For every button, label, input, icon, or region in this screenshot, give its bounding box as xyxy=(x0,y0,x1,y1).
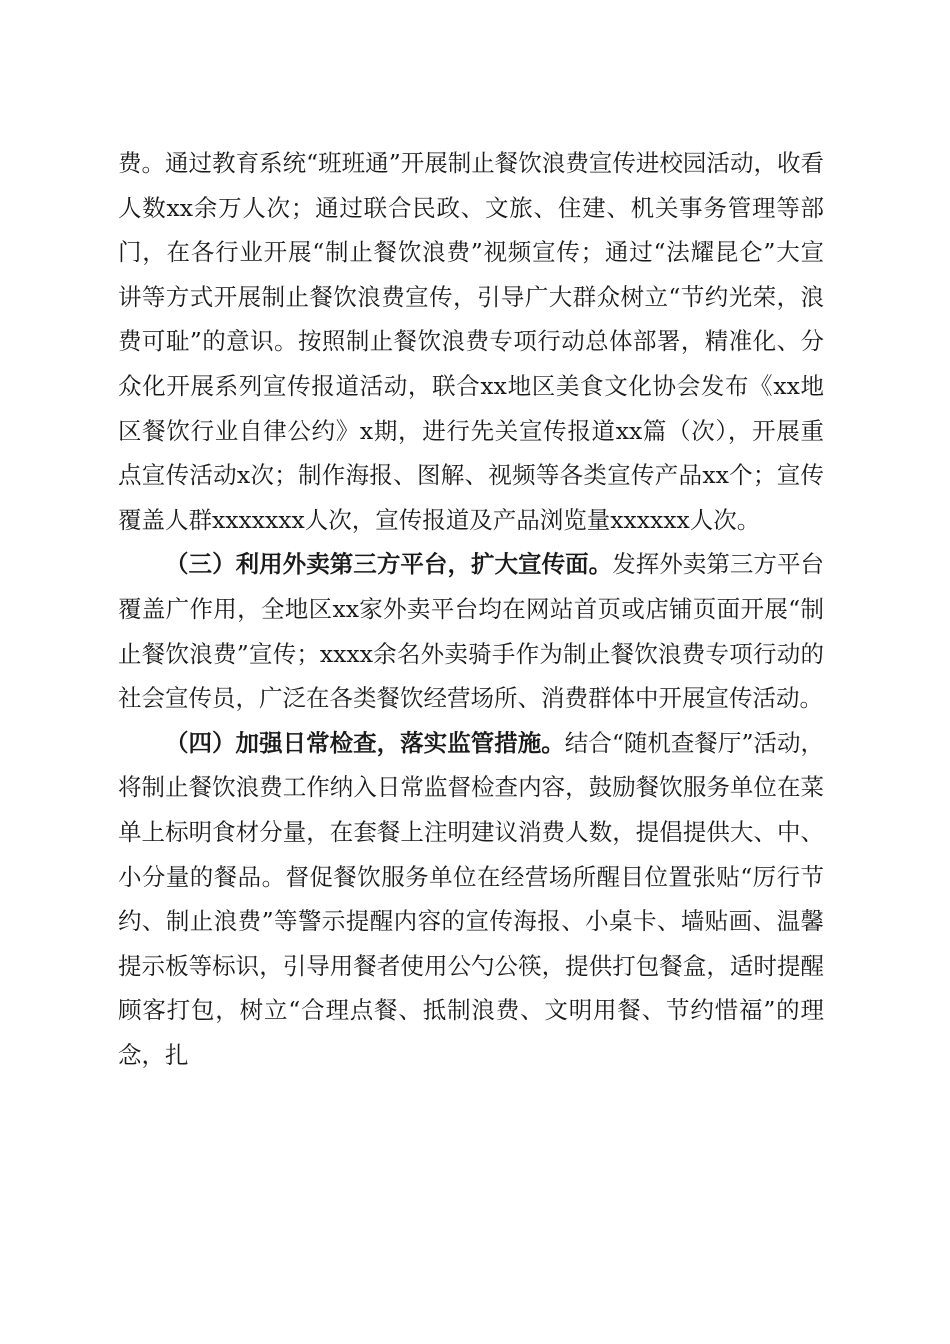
paragraph-text: 结合“随机查餐厅”活动，将制止餐饮浪费工作纳入日常监督检查内容，鼓励餐饮服务单位在菜单上标明食材分量，在套餐上注明建议消费人数，提倡提供大、中、小分量的餐品。督促餐饮服务单位在经营场所醒目位置张贴“厉行节约、制止浪费”等警示提醒内容的宣传海报、小桌卡、墙贴画、温馨提示板等标识，引导用餐者使用公勺公筷，提供打包餐盒，适时提醒顾客打包，树立“合理点餐、抵制浪费、文明用餐、节约惜福”的理念，扎 xyxy=(118,728,825,1069)
paragraph-takeaway-platforms xyxy=(118,542,824,720)
document-body xyxy=(118,141,824,1077)
paragraph-daily-inspection xyxy=(118,721,824,1078)
paragraph-publicity-channels xyxy=(118,141,824,542)
section-heading-4: （四）加强日常检查，落实监管措施。 xyxy=(165,728,565,757)
paragraph-text: 发挥外卖第三方平台覆盖广作用，全地区xx家外卖平台均在网站首页或店铺页面开展“制止餐饮浪费”宣传；xxxx余名外卖骑手作为制止餐饮浪费专项行动的社会宣传员，广泛在各类餐饮经营场所、消费群体中开展宣传活动。 xyxy=(118,550,824,713)
paragraph-text: 费。通过教育系统“班班通”开展制止餐饮浪费宣传进校园活动，收看人数xx余万人次；通过联合民政、文旅、住建、机关事务管理等部门，在各行业开展“制止餐饮浪费”视频宣传；通过“法耀昆仑”大宣讲等方式开展制止餐饮浪费宣传，引导广大群众树立“节约光荣，浪费可耻”的意识。按照制止餐饮浪费专项行动总体部署，精准化、分众化开展系列宣传报道活动，联合xx地区美食文化协会发布《xx地区餐饮行业自律公约》x期，进行先关宣传报道xx篇（次），开展重点宣传活动x次；制作海报、图解、视频等各类宣传产品xx个；宣传覆盖人群xxxxxxx人次，宣传报道及产品浏览量xxxxxx人次。 xyxy=(118,149,824,534)
section-heading-3: （三）利用外卖第三方平台，扩大宣传面。 xyxy=(165,550,613,579)
